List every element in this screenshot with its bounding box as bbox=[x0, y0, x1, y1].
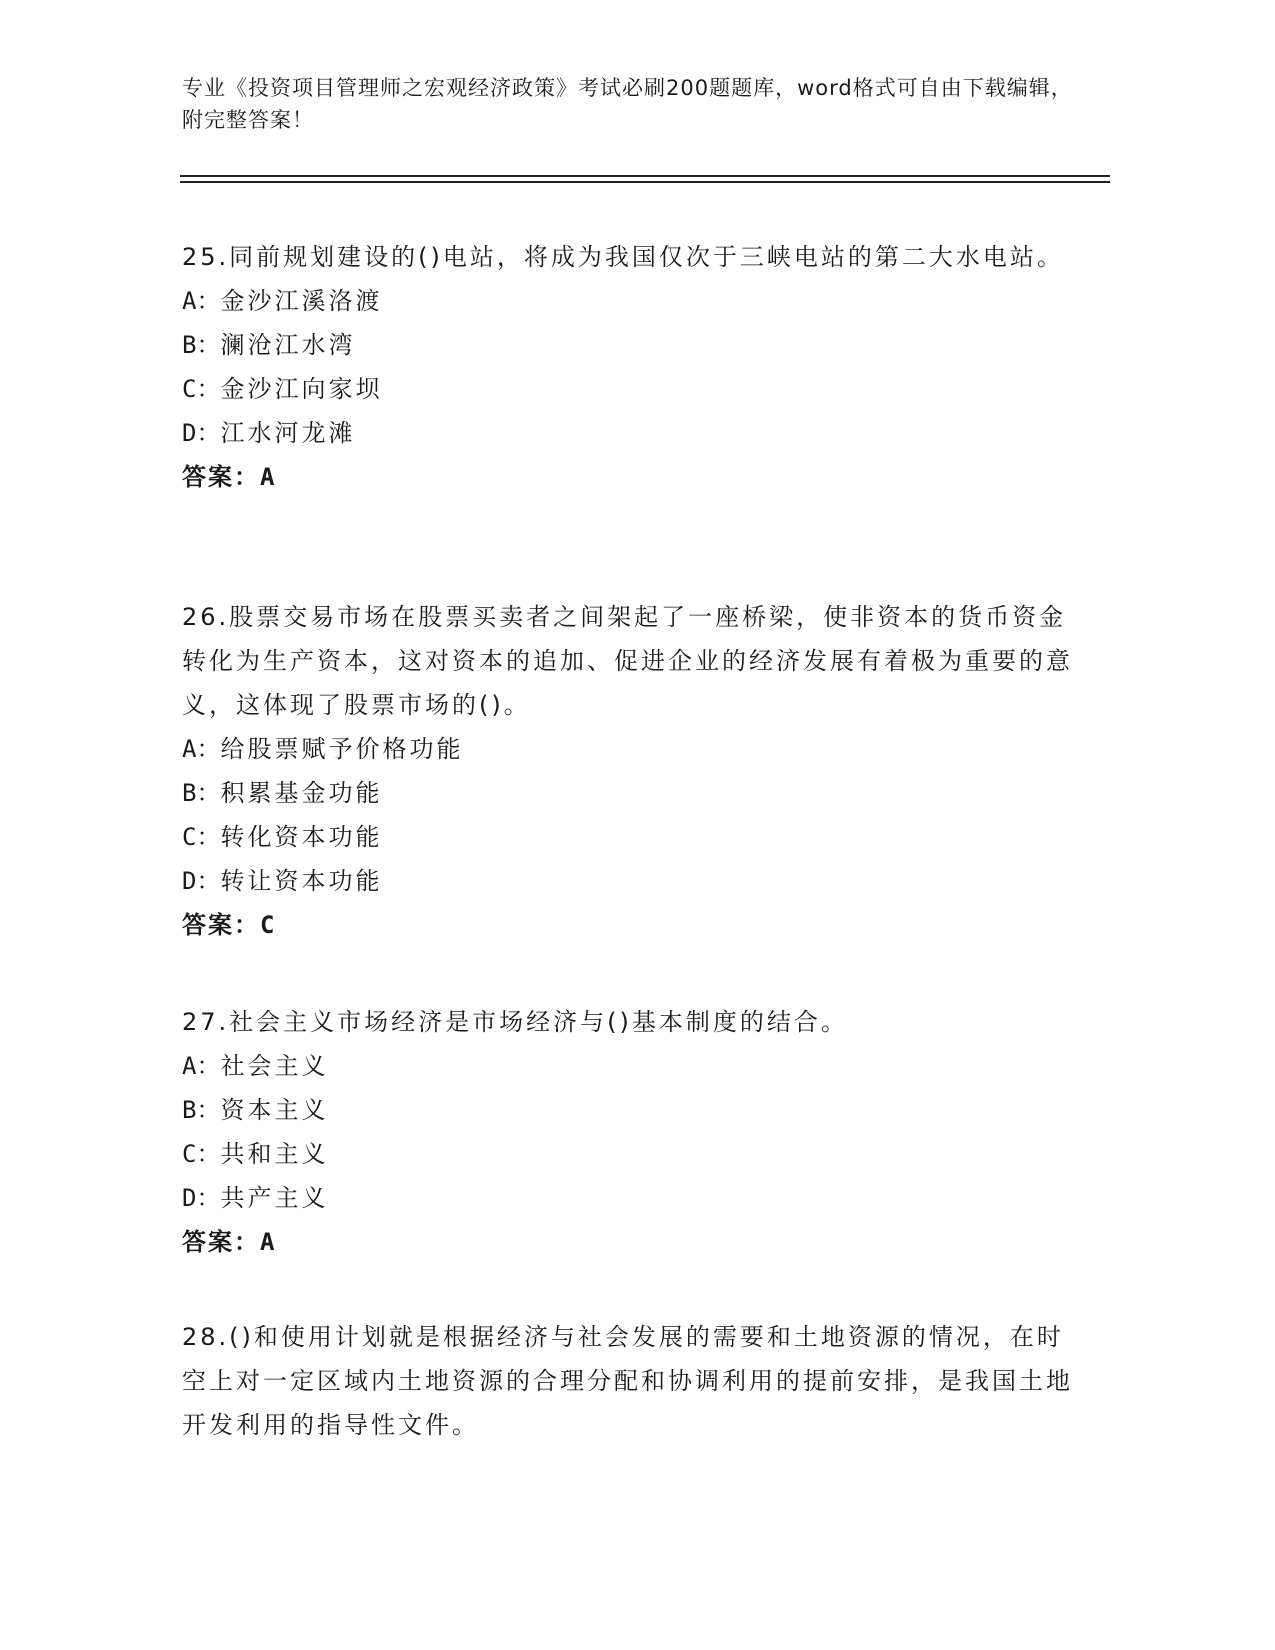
answer-line bbox=[182, 903, 1082, 947]
option-d bbox=[182, 859, 1082, 903]
option-c bbox=[182, 1132, 1082, 1176]
option-text: 共和主义 bbox=[220, 1140, 329, 1168]
option-d bbox=[182, 411, 1082, 455]
option-text: 社会主义 bbox=[220, 1052, 329, 1080]
option-text: 转化资本功能 bbox=[220, 823, 383, 851]
option-text: 共产主义 bbox=[220, 1184, 329, 1212]
answer-value: A bbox=[260, 1228, 277, 1256]
option-text: 资本主义 bbox=[220, 1096, 329, 1124]
option-key: A： bbox=[182, 1052, 221, 1080]
option-text: 金沙江溪洛渡 bbox=[220, 287, 383, 315]
option-text: 澜沧江水湾 bbox=[220, 331, 356, 359]
answer-label: 答案： bbox=[182, 463, 260, 491]
option-key: C： bbox=[182, 1140, 221, 1168]
option-c bbox=[182, 367, 1082, 411]
option-key: A： bbox=[182, 735, 221, 763]
option-b bbox=[182, 771, 1082, 815]
answer-label: 答案： bbox=[182, 911, 260, 939]
question-27 bbox=[182, 1000, 1082, 1264]
option-a bbox=[182, 727, 1082, 771]
option-text: 江水河龙滩 bbox=[220, 419, 356, 447]
option-key: D： bbox=[182, 867, 221, 895]
answer-line bbox=[182, 455, 1082, 499]
question-26 bbox=[182, 595, 1082, 947]
question-stem: 28.()和使用计划就是根据经济与社会发展的需要和土地资源的情况，在时空上对一定区域内土地资源的合理分配和协调利用的提前安排，是我国土地开发利用的指导性文件。 bbox=[182, 1323, 1073, 1439]
option-key: D： bbox=[182, 1184, 221, 1212]
answer-value: C bbox=[260, 911, 277, 939]
question-stem: 27.社会主义市场经济是市场经济与()基本制度的结合。 bbox=[182, 1008, 848, 1036]
answer-label: 答案： bbox=[182, 1228, 260, 1256]
option-d bbox=[182, 1176, 1082, 1220]
option-key: D： bbox=[182, 419, 221, 447]
answer-value: A bbox=[260, 463, 277, 491]
question-stem: 26.股票交易市场在股票买卖者之间架起了一座桥梁，使非资本的货币资金转化为生产资本，这对资本的追加、促进企业的经济发展有着极为重要的意义，这体现了股票市场的()。 bbox=[182, 603, 1073, 719]
option-b bbox=[182, 1088, 1082, 1132]
header-text: 专业《投资项目管理师之宏观经济政策》考试必刷200题题库，word格式可自由下载编辑，附完整答案！ bbox=[182, 76, 1073, 132]
option-text: 给股票赋予价格功能 bbox=[220, 735, 464, 763]
option-text: 转让资本功能 bbox=[220, 867, 383, 895]
option-key: B： bbox=[182, 1096, 221, 1124]
option-key: C： bbox=[182, 375, 221, 403]
answer-line bbox=[182, 1220, 1082, 1264]
question-stem: 25.同前规划建设的()电站，将成为我国仅次于三峡电站的第二大水电站。 bbox=[182, 243, 1064, 271]
question-25 bbox=[182, 235, 1082, 499]
option-text: 金沙江向家坝 bbox=[220, 375, 383, 403]
document-header bbox=[182, 72, 1082, 136]
option-a bbox=[182, 279, 1082, 323]
header-divider-bottom bbox=[180, 181, 1110, 183]
header-divider-top bbox=[180, 175, 1110, 177]
option-c bbox=[182, 815, 1082, 859]
option-key: B： bbox=[182, 331, 221, 359]
option-b bbox=[182, 323, 1082, 367]
option-key: B： bbox=[182, 779, 221, 807]
option-text: 积累基金功能 bbox=[220, 779, 383, 807]
option-key: C： bbox=[182, 823, 221, 851]
option-a bbox=[182, 1044, 1082, 1088]
question-28 bbox=[182, 1315, 1082, 1447]
option-key: A： bbox=[182, 287, 221, 315]
